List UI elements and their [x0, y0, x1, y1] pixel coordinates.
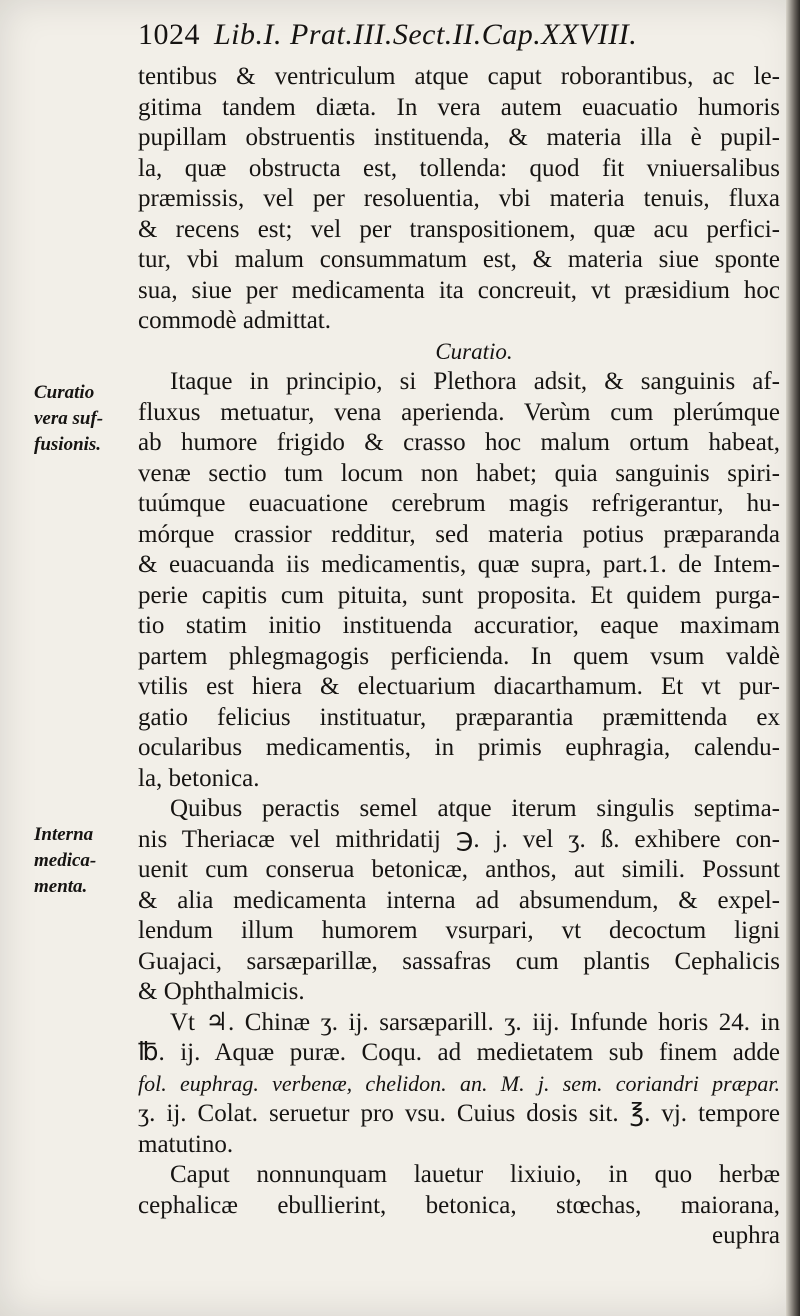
text-line: tio statim initio instituenda accuratior, eaque maximam: [138, 612, 780, 639]
text-line: fluxus metuatur, vena aperienda. Verùm cum plerúmque: [138, 398, 780, 426]
text-line: Quibus peractis semel atque iterum singulis septima-: [170, 795, 780, 822]
margin-note-curatio: [34, 380, 134, 458]
margin-note-line: menta.: [34, 876, 88, 897]
text-line: commodè admittat.: [138, 307, 332, 334]
text-line: ocularibus medicamentis, in primis euphragia, calendu-: [138, 734, 780, 761]
section-heading: Curatio.: [435, 338, 513, 364]
text-line: uenit cum conserua betonicæ, anthos, aut simili. Possunt: [138, 856, 780, 883]
margin-note-line: Interna: [34, 824, 94, 845]
text-line: gatio felicius instituatur, præparantia præmittenda ex: [138, 703, 780, 731]
text-line: tur, vbi malum consummatum est, & materia siue sponte: [138, 246, 780, 273]
catchword: euphra: [711, 1222, 780, 1249]
text-line: mórque crassior redditur, sed materia potius præparanda: [138, 520, 780, 548]
body-text: [138, 62, 780, 1252]
text-line: fol. euphrag. verbenæ, chelidon. an. M. j. sem. coriandri præpar.: [138, 1070, 780, 1096]
text-line: lendum illum humorem vsurpari, vt decoctum ligni: [138, 917, 780, 944]
text-line: & recens est; vel per transpositionem, quæ acu perfici-: [138, 215, 780, 243]
text-line: pupillam obstruentis instituenda, & materia illa è pupil-: [138, 124, 780, 151]
margin-note-line: Curatio: [34, 382, 95, 403]
text-line: ab humore frigido & crasso hoc malum ortum habeat,: [138, 429, 780, 456]
text-line: venæ sectio tum locum non habet; quia sanguinis spiri-: [138, 459, 780, 487]
running-title: Lib.I. Prat.III.Sect.II.Cap.XXVIII.: [214, 18, 638, 51]
text-line: partem phlegmagogis perficienda. In quem vsum valdè: [138, 642, 780, 670]
text-line: cephalicæ ebullierint, betonica, stœchas, maiorana,: [138, 1191, 780, 1219]
text-line: Vt ♃. Chinæ ʒ. ij. sarsæparill. ʒ. iij. Infunde horis 24. in: [170, 1008, 780, 1036]
text-line: & euacuanda iis medicamentis, quæ supra, part.1. de Intem-: [138, 551, 780, 578]
text-line: nis Theriacæ vel mithridatij ℈. j. vel ʒ. ß. exhibere con-: [138, 825, 780, 853]
text-line: tentibus & ventriculum atque caput roborantibus, ac le-: [138, 63, 780, 90]
text-line: Itaque in principio, si Plethora adsit, & sanguinis af-: [170, 368, 780, 395]
text-line: & Ophthalmicis.: [138, 978, 305, 1005]
text-line: sua, siue per medicamenta ita concreuit, vt præsidium hoc: [138, 276, 780, 304]
page-number: 1024: [138, 18, 200, 51]
text-line: perie capitis cum pituita, sunt proposita. Et quidem purga-: [138, 581, 780, 609]
text-line: & alia medicamenta interna ad absumendum, & expel-: [138, 886, 780, 914]
text-line: ℔. ij. Aquæ puræ. Coqu. ad medietatem sub finem adde: [138, 1039, 780, 1066]
text-line: Caput nonnunquam lauetur lixiuio, in quo herbæ: [170, 1161, 780, 1188]
text-line: vtilis est hiera & electuarium diacarthamum. Et vt pur-: [138, 673, 780, 700]
page-edge: [786, 0, 800, 1316]
text-line: la, quæ obstructa est, tollenda: quod fit vniuersalibus: [138, 154, 780, 182]
text-line: tuúmque euacuatione cerebrum magis refrigerantur, hu-: [138, 490, 780, 517]
margin-note-line: medica-: [34, 850, 97, 871]
text-line: Guajaci, sarsæparillæ, sassafras cum plantis Cephalicis: [138, 947, 780, 975]
text-line: la, betonica.: [138, 764, 260, 792]
text-line: gitima tandem diæta. In vera autem euacuatio humoris: [138, 93, 780, 121]
text-line: præmissis, vel per resoluentia, vbi materia tenuis, fluxa: [138, 185, 780, 212]
margin-note-line: vera suf-: [34, 408, 104, 429]
running-head: [138, 18, 778, 52]
margin-note-interna: [34, 822, 134, 900]
text-line: matutino.: [138, 1130, 234, 1158]
text-line: ʒ. ij. Colat. seruetur pro vsu. Cuius dosis sit. ℥. vj. tempore: [138, 1100, 780, 1127]
margin-note-line: fusionis.: [34, 434, 102, 455]
